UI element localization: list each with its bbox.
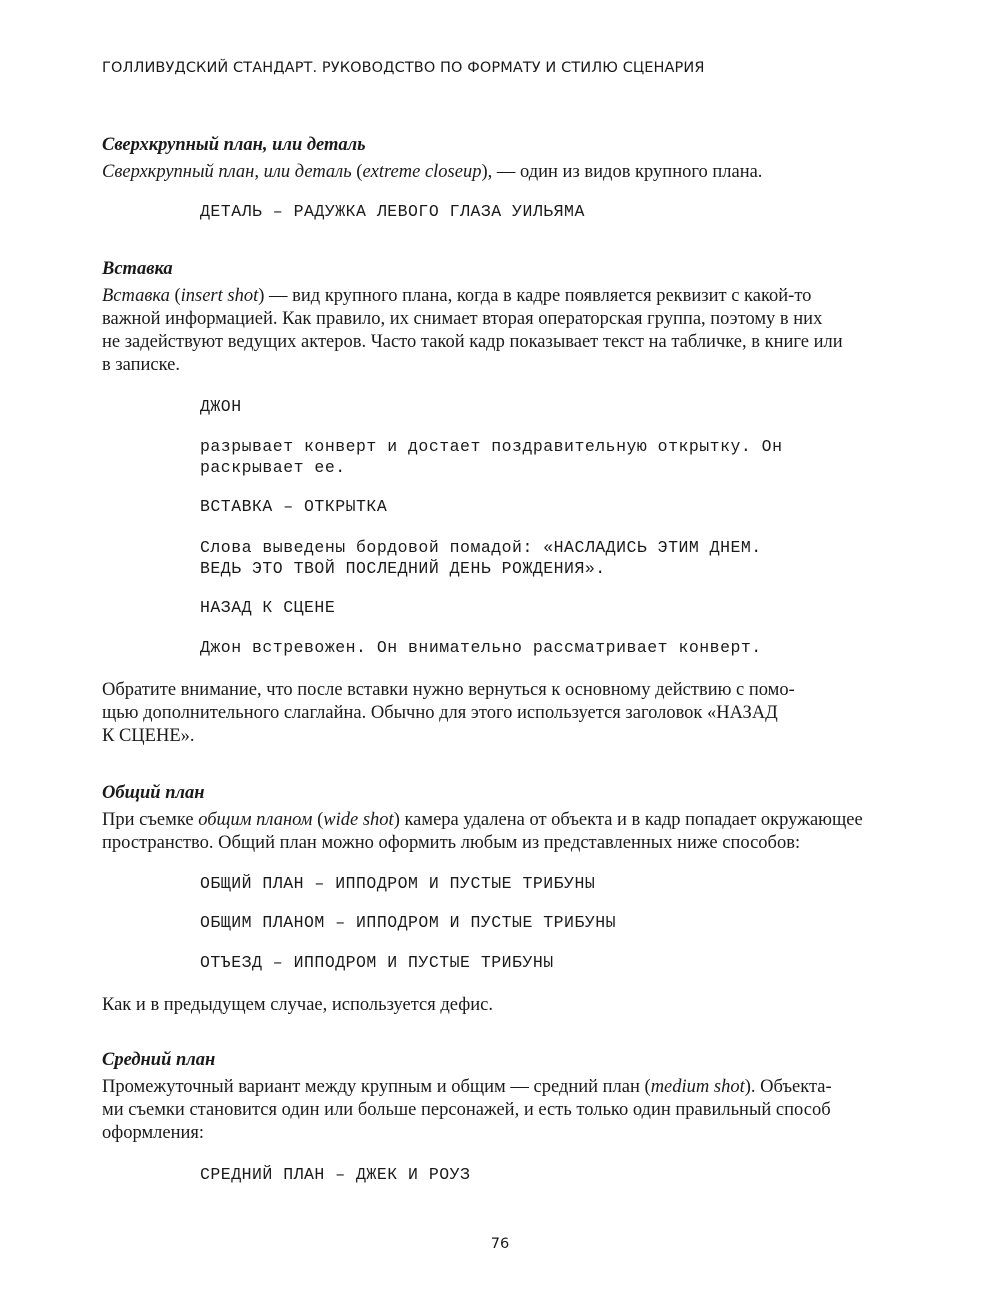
script-slugline-insert: ВСТАВКА – ОТКРЫТКА	[200, 497, 388, 516]
term: общим планом	[198, 810, 313, 830]
section-heading-wide-shot: Общий план	[102, 783, 205, 803]
script-example-medium: СРЕДНИЙ ПЛАН – ДЖЕК И РОУЗ	[200, 1165, 471, 1184]
term-en: wide shot	[323, 810, 394, 830]
term: Сверхкрупный план, или деталь	[102, 162, 352, 182]
running-head: ГОЛЛИВУДСКИЙ СТАНДАРТ. РУКОВОДСТВО ПО ФОРМАТУ И СТИЛЮ СЦЕНАРИЯ	[102, 60, 705, 76]
script-example-wide-2: ОБЩИМ ПЛАНОМ – ИППОДРОМ И ПУСТЫЕ ТРИБУНЫ	[200, 913, 617, 932]
section-heading-extreme-closeup: Сверхкрупный план, или деталь	[102, 135, 366, 155]
script-example-wide-3: ОТЪЕЗД – ИППОДРОМ И ПУСТЫЕ ТРИБУНЫ	[200, 953, 554, 972]
term: Вставка	[102, 286, 170, 306]
paragraph-wide-shot: При съемке общим планом (wide shot) камера удалена от объекта и в кадр попадает окружающее пространство. Общий план можно оформить любым из представленных ниже способов:	[102, 810, 863, 853]
section-heading-medium-shot: Средний план	[102, 1050, 216, 1070]
paragraph-insert-note: Обратите внимание, что после вставки нужно вернуться к основному действию с помо- щью дополнительного слаглайна. Обычно для этого используется заголовок «НАЗАД К СЦЕНЕ».	[102, 680, 795, 746]
section-heading-insert: Вставка	[102, 259, 173, 279]
script-action-3: Джон встревожен. Он внимательно рассматривает конверт.	[200, 638, 762, 657]
script-action-1: разрывает конверт и достает поздравительную открытку. Он раскрывает ее.	[200, 437, 783, 477]
paragraph-insert: Вставка (insert shot) — вид крупного плана, когда в кадре появляется реквизит с какой-то важной информацией. Как правило, их снимает вторая операторская группа, поэтому в них не задействуют ведущих актеров. Часто такой кадр показывает текст на табличке, в книге или в записке.	[102, 286, 843, 375]
term-en: medium shot	[650, 1077, 745, 1097]
page-number: 76	[490, 1236, 510, 1252]
script-action-2: Слова выведены бордовой помадой: «НАСЛАДИСЬ ЭТИМ ДНЕМ. ВЕДЬ ЭТО ТВОЙ ПОСЛЕДНИЙ ДЕНЬ РОЖДЕНИЯ».	[200, 538, 762, 578]
script-example-wide-1: ОБЩИЙ ПЛАН – ИППОДРОМ И ПУСТЫЕ ТРИБУНЫ	[200, 874, 596, 893]
paragraph-medium-shot: Промежуточный вариант между крупным и общим — средний план (medium shot). Объекта- ми съемки становится один или больше персонажей, и есть только один правильный способ оформления:	[102, 1077, 832, 1143]
paragraph-wide-note: Как и в предыдущем случае, используется дефис.	[102, 995, 493, 1015]
script-character-cue: ДЖОН	[200, 397, 242, 416]
script-example-extreme-closeup: ДЕТАЛЬ – РАДУЖКА ЛЕВОГО ГЛАЗА УИЛЬЯМА	[200, 202, 585, 221]
script-slugline-back: НАЗАД К СЦЕНЕ	[200, 598, 336, 617]
term-en: extreme closeup	[362, 162, 482, 182]
term-en: insert shot	[180, 286, 259, 306]
paragraph-extreme-closeup: Сверхкрупный план, или деталь (extreme closeup), — один из видов крупного плана.	[102, 162, 763, 182]
